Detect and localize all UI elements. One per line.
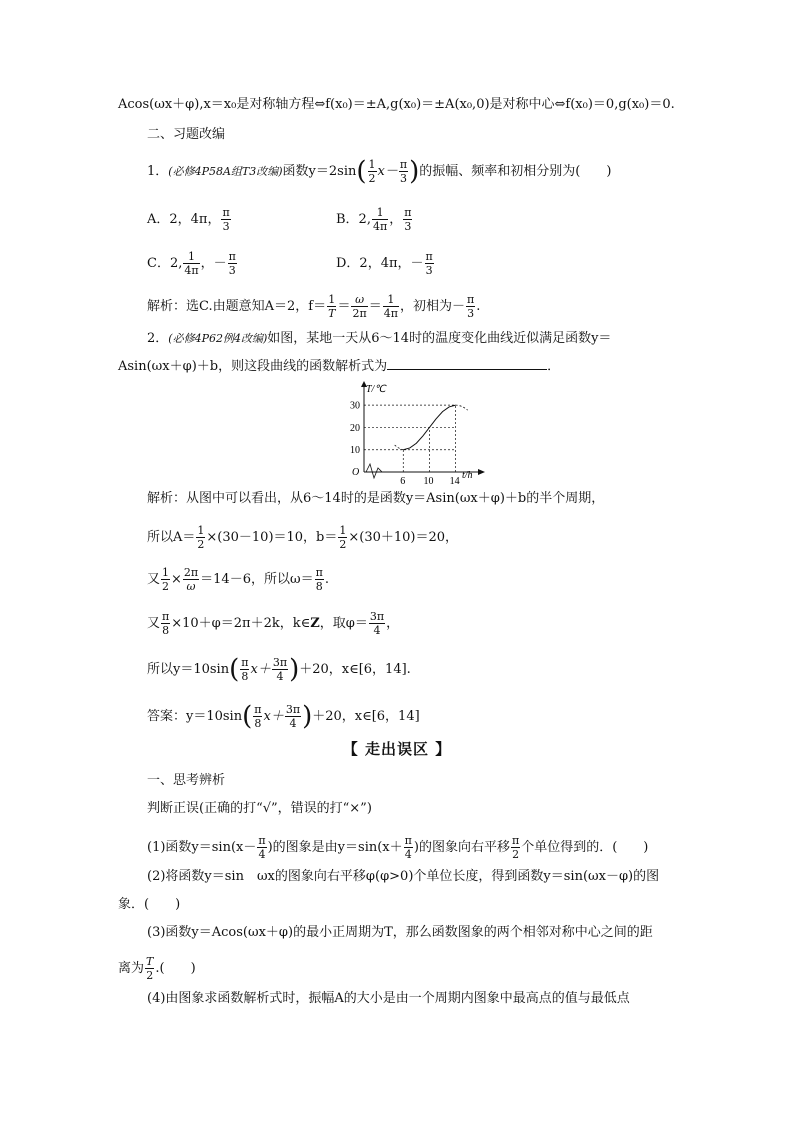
question-stem-2: Asin(ωx＋φ)＋b，则这段曲线的函数解析式为: [118, 359, 388, 374]
question-source: (必修4P62例4改编): [168, 332, 268, 345]
origin-label: O: [352, 467, 360, 478]
sol-text: 所以A＝: [147, 530, 196, 545]
item-text: (1)函数y＝sin(x－: [147, 840, 257, 855]
option-b-text: B．2,: [336, 212, 371, 227]
x-axis-label: t/h: [462, 470, 473, 481]
intro-line: Acos(ωx＋φ),x＝x₀是对称轴方程⇔f(x₀)＝±A,g(x₀)＝±A(x₀,0)是对称中心⇔f(x₀)＝0,g(x₀)＝0.: [118, 97, 675, 112]
question-stem-end: ．: [547, 359, 561, 374]
sol-text: ，: [386, 616, 400, 631]
solution-line-4: [147, 610, 399, 637]
solution-line-2: [147, 524, 458, 551]
q1-analysis-text: 解析：选C.由题意知A＝2，f＝: [147, 299, 327, 314]
open-paren: (: [242, 701, 253, 732]
fraction-w-2pi: $\frac{\omega}{2\pi}$: [352, 293, 367, 320]
think-item-4-line1: (4)由图象求函数解析式时，振幅A的大小是由一个周期内图象中最高点的值与最低点: [147, 991, 630, 1006]
option-c-sep: ，－: [200, 256, 227, 271]
fraction-pi-3: $\frac{\pi}{3}$: [466, 293, 475, 320]
solution-line-5: [147, 656, 411, 683]
fraction-pi-8: $\frac{\pi}{8}$: [315, 566, 323, 593]
fraction-half: $\frac{1}{2}$: [162, 566, 170, 593]
option-a-fraction: $\frac{\pi}{3}$: [222, 206, 230, 233]
answer-line: [147, 703, 420, 730]
equals: ＝: [337, 299, 351, 314]
fraction-half: $\frac{1}{2}$: [197, 524, 205, 551]
fraction-pi-4: $\frac{\pi}{4}$: [404, 834, 412, 861]
fraction-half: $\frac{1}{2}$: [339, 524, 347, 551]
sol-text: ×(30－10)＝10，b＝: [206, 530, 338, 545]
x-axis-arrow: [478, 469, 485, 475]
fraction-pi-3: $\frac{\pi}{3}$: [399, 158, 408, 185]
option-c: [147, 250, 238, 277]
option-d-fraction: $\frac{\pi}{3}$: [425, 250, 433, 277]
curve-extension-left: [393, 444, 403, 450]
item-text: 个单位得到的．( ): [521, 840, 649, 855]
close-paren: ): [302, 701, 313, 732]
question-stem-end: 的振幅、频率和初相分别为( ): [419, 164, 612, 179]
item-text: )的图象向右平移: [413, 840, 510, 855]
option-d-text: D．2，4π，－: [336, 256, 424, 271]
expr-x-plus: x＋: [263, 709, 284, 724]
question-2-line1: [147, 330, 611, 348]
sol-text: 所以y＝10sin: [147, 662, 230, 677]
expr-x-minus: x－: [377, 164, 398, 179]
fraction-3pi-4: $\frac{3\pi}{4}$: [369, 610, 385, 637]
answer-blank[interactable]: [387, 357, 547, 370]
think-item-2-line1: (2)将函数y＝sin ωx的图象向右平移φ(φ>0)个单位长度，得到函数y＝sin(ωx－φ)的图: [147, 869, 660, 884]
fraction-pi-2: $\frac{\pi}{2}$: [511, 834, 520, 861]
x-tick-label-6: 6: [400, 476, 406, 487]
fraction-pi-8: $\frac{\pi}{8}$: [241, 656, 249, 683]
item-text: )的图象是由y＝sin(x＋: [267, 840, 403, 855]
solution-line-3: [147, 566, 329, 593]
sol-text: ×10＋φ＝2π＋2k，k∈: [171, 616, 311, 631]
option-b: [336, 206, 413, 233]
sol-text: ，取φ＝: [319, 616, 368, 631]
answer-text: ＋20，x∈[6，14]: [312, 709, 420, 724]
fraction-pi-8: $\frac{\pi}{8}$: [162, 610, 170, 637]
fraction-T-2: $\frac{T}{2}$: [146, 955, 154, 982]
open-paren: (: [356, 156, 367, 187]
option-c-fraction-1: $\frac{1}{4\pi}$: [184, 250, 199, 277]
think-instruction: 判断正误(正确的打“√”，错误的打“×”): [147, 801, 372, 816]
q1-analysis-mid: ，初相为－: [399, 299, 465, 314]
section-heading-exercises: 二、习题改编: [147, 127, 226, 142]
x-tick-label-10: 10: [423, 476, 434, 487]
question-stem: 如图，某地一天从6～14时的温度变化曲线近似满足函数y＝: [267, 331, 612, 346]
option-b-sep: ，: [389, 212, 403, 227]
item-text: 离为: [118, 961, 145, 976]
option-a: [147, 206, 232, 233]
integer-set-symbol: Z: [310, 616, 320, 631]
fraction-pi-8: $\frac{\pi}{8}$: [254, 703, 262, 730]
sol-text: ×: [171, 572, 182, 587]
fraction-3pi-4: $\frac{3\pi}{4}$: [272, 656, 288, 683]
option-a-text: A．2，4π，: [147, 212, 221, 227]
fraction-pi-4: $\frac{\pi}{4}$: [258, 834, 266, 861]
x-tick-label-14: 14: [449, 476, 460, 487]
y-tick-label-30: 30: [350, 400, 360, 412]
expr-x-plus: x＋: [250, 662, 271, 677]
sol-text: 又: [147, 572, 161, 587]
axis-break: [366, 464, 382, 478]
fraction-half: $\frac{1}{2}$: [368, 158, 376, 185]
equals: ＝: [368, 299, 382, 314]
option-c-text: C．2,: [147, 256, 183, 271]
open-paren: (: [229, 654, 240, 685]
y-tick-label-10: 10: [350, 445, 360, 457]
fraction-2pi-w: $\frac{2\pi}{\omega}$: [183, 566, 199, 593]
curve-extension-right: [456, 405, 468, 410]
close-paren: ): [289, 654, 300, 685]
question-2-line2: [118, 357, 560, 376]
temperature-chart: [330, 380, 490, 487]
sol-text: ×(30＋10)＝20，: [348, 530, 459, 545]
sol-text: ＋20，x∈[6，14].: [299, 662, 411, 677]
y-axis-label: T/℃: [366, 384, 386, 395]
item-text: .( ): [155, 961, 196, 976]
think-item-3-line1: (3)函数y＝Acos(ωx＋φ)的最小正周期为T，那么函数图象的两个相邻对称中心之间的距: [147, 925, 653, 940]
sol-text: ＝14－6，所以ω＝: [200, 572, 314, 587]
sol-text: 又: [147, 616, 161, 631]
question-number: 1．: [147, 164, 169, 179]
option-c-fraction-2: $\frac{\pi}{3}$: [228, 250, 236, 277]
think-item-2-line2: 象．( ): [118, 897, 181, 912]
solution-line-1: 解析：从图中可以看出，从6～14时的是函数y＝Asin(ωx＋φ)＋b的半个周期，: [147, 491, 605, 506]
option-b-fraction-1: $\frac{1}{4\pi}$: [372, 206, 388, 233]
fraction-3pi-4: $\frac{3\pi}{4}$: [285, 703, 301, 730]
fraction-1-4pi: $\frac{1}{4\pi}$: [383, 293, 398, 320]
question-stem: 函数y＝2sin: [282, 164, 357, 179]
think-item-3-line2: [118, 955, 196, 982]
answer-text: 答案：y＝10sin: [147, 709, 243, 724]
section-title: 【 走出误区 】: [342, 740, 452, 758]
question-1: [147, 158, 611, 185]
question-number: 2．: [147, 331, 169, 346]
q1-analysis-end: .: [476, 299, 481, 314]
think-heading: 一、思考辨析: [147, 773, 226, 788]
fraction-1-T: $\frac{1}{T}$: [328, 293, 336, 320]
think-item-1: [147, 834, 648, 861]
q1-analysis: [147, 293, 480, 320]
option-d: [336, 250, 435, 277]
y-tick-label-20: 20: [350, 422, 360, 434]
question-source: (必修4P58A组T3改编): [168, 165, 283, 178]
option-b-fraction-2: $\frac{\pi}{3}$: [404, 206, 412, 233]
close-paren: ): [409, 156, 420, 187]
sol-text: .: [324, 572, 329, 587]
